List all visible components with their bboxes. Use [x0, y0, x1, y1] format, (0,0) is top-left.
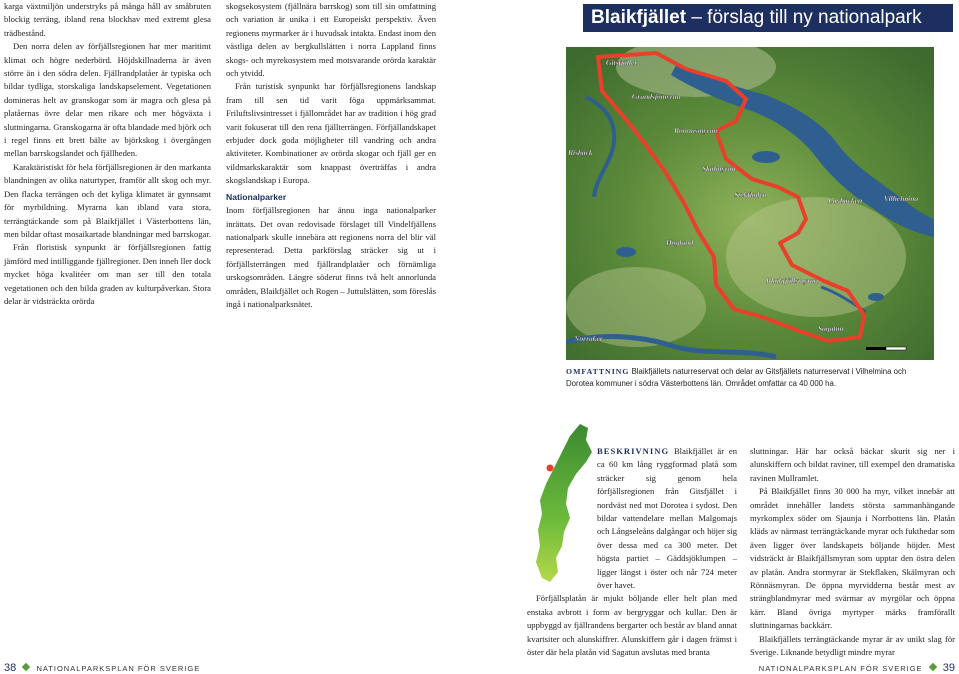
intro-text: Blaikfjället är en ca 60 km lång ryggformad platå som sträcker sig genom hela förfjällsregionen från Gitsfjället i nordväst ned mot Dorotea i sydost. Den bildar vattendelare mellan Malgomajs och Långseleåns dalgångar och höjer sig över dessa med ca 300 meter. Det högsta partiet – Gäddsjöklumpen – ligger längst i öster och når 724 meter över havet.: [597, 446, 737, 591]
paragraph: sluttningar. Här har också bäckar skurit sig ner i alunskiffern och bildat raviner, till exempel den dramatiska ravinen Mullramlet.: [750, 446, 955, 483]
page-number: 39: [942, 662, 955, 674]
map-label: Norråker: [574, 334, 603, 343]
scale-bar: [866, 347, 906, 350]
map-label: Grandsjömyran: [632, 92, 681, 101]
text-column-4: [750, 445, 955, 660]
section-heading: Nationalparker: [226, 191, 287, 202]
map-caption: [566, 366, 936, 390]
paragraph: Inom förfjällsregionen har ännu inga nationalparker inrättats. Det ovan redovisade förslaget till Vindelfjällens nationalpark skulle innebära att regionens norra del blir väl representerad. Detta parkförslag sträcker sig ut i förfjällsterrängen med fjällrandplatåer och förnämliga urskogsområden. Längre söderut finns två helt annorlunda områden, Blaikfjället och Rogen – Juttulslätten, som föreslås ingå i nationalparksnätet.: [226, 205, 436, 309]
map-label: Rönnäsmyran: [674, 126, 718, 135]
footer-title: NATIONALPARKSPLAN FÖR SVERIGE: [36, 664, 201, 673]
paragraph: karga växtmiljön understryks på många håll av småbruten blockig terräng, ibland rena blockhav med extremt glesa trädbestånd.: [4, 1, 211, 38]
footer-left: [4, 662, 200, 674]
paragraph: Den norra delen av förfjällsregionen har mer maritimt klimat och högre nederbörd. Höjdskillnaderna är även större än i den södra delen. Fjällrandplatåer är typiska och bildar tydliga, storskaliga landskapselement. Vegetationen domineras helt av granskogar som är magra och glesa på platåernas övre delar men rikare och mer högväxta i sluttningarna. Granskogarna är ofta blandade med björk och i regel finns ett brett bälte av björkskog i övergången mellan barrskogslandet och fjällheden.: [4, 41, 211, 159]
footer-title: NATIONALPARKSPLAN FÖR SVERIGE: [758, 664, 923, 673]
paragraph: skogsekosystem (fjällnära barrskog) som till sin omfattning och variation är unika i ett Europeiskt perspektiv. Även regionens myrmarker är i huvudsak intakta. Endast inom den västliga delen av bergkullslätten i norra Lappland finns skogs- och myrekosystem med motsvarande orörda karaktär och ytvidd.: [226, 1, 436, 79]
paragraph: Karaktäristiskt för hela förfjällsregionen är den markanta blandningen av olika naturtyper, framför allt skog och myr. Den flacka terrängen och det kyliga klimatet är gynnsamt för myrbildning. Myrarna kan ibland vara stora, terrängtäckande som på Blaikfjället i Västerbottens län, men bildar oftast mosaikartade blandningar med barrskogar.: [4, 161, 211, 239]
map-label: Vilhelmina: [884, 194, 919, 203]
text-column-3: [527, 445, 737, 660]
paragraph: Blaikfjällets terrängtäckande myrar är av unikt slag för Sverige. Liknande betydligt mindre myrar: [750, 633, 955, 658]
map-label: Laxbäcken: [828, 196, 863, 205]
title-bold: Blaikfjället: [591, 7, 687, 28]
map-label: Blaikfjällsmyran: [766, 276, 819, 285]
text-column-1: [4, 0, 211, 308]
page-number: 38: [4, 662, 17, 674]
page-title: [583, 4, 953, 32]
paragraph: [527, 445, 737, 592]
map-label: Gitsfjället: [606, 58, 637, 67]
paragraph: Från floristisk synpunkt är förfjällsregionen fattig jämförd med intilliggande fjällregioner. Den inneh ller dock mycket höga kvalitéer om man ser till den totala vegetationen och den bilda graden av kulturpåverkan. Stora delar är vidsträckta orörda: [4, 242, 211, 306]
footer-right: [759, 662, 955, 674]
beskrivning-lead: BESKRIVNING: [597, 446, 670, 456]
caption-text: Blaikfjällets naturreservat och delar av Gitsfjällets naturreservat i Vilhelmina och Dorotea kommuner i södra Västerbottens län. Området omfattar ca 40 000 ha.: [566, 367, 907, 388]
paragraph: Från turistisk synpunkt har förfjällsregionens landskap fram till sen tid varit föga uppmärksammat. Friluftslivsintresset i fjällområdet har av tradition i hög grad varit fokuserat till den rena fjällterrängen. Förfjällandskapet erbjuder dock goda möjligheter till vandring och andra aktiviteter. Kombinationer av orörda skogar och fjäll ger en vildmarkskaraktär som knappast överträffas i andra skogslandskap i Europa.: [226, 81, 436, 186]
diamond-icon: [22, 663, 30, 671]
paragraph: På Blaikfjället finns 30 000 ha myr, vilket innebär att området innehåller landets största sammanhängande myrkomplex söder om Sjaunja i Norrbottens län. Platån kläds av närmast terrängtäckande myrar och fukthedar som även ligger över landskapets böljande höjder. Mest vidsträckt är Blaikfjällsmyran som upptar den östra delen av platån. Andra stormyrar är Stekflaken, Skälmyran och Rönnäsmyran. De öppna myrvidderna består mest av strängblandmyrar med svärmar av myrgölar och öppna kärr. Bland övriga myrtyper märks framförallt sluttningarnas backkärr.: [750, 486, 955, 631]
text-column-2: [226, 0, 436, 311]
caption-lead: OMFATTNING: [566, 367, 630, 376]
paragraph: Förfjällsplatån är mjukt böljande eller helt plan med enstaka avbrott i form av bergryggar och kullar. Den är uppbyggd av fjällrandens bergarter och består av bland annat kvartsiter och alunskiffrer. Alunskiffern går i dagen främst i öster där hela platån vid Sagatun avslutas med branta: [527, 593, 737, 658]
park-map: [566, 47, 934, 360]
map-label: Sagatun: [818, 324, 844, 333]
map-label: Skälmyran: [702, 164, 736, 173]
map-graphic: [566, 47, 934, 360]
diamond-icon: [928, 663, 936, 671]
title-rest: – förslag till ny nationalpark: [691, 7, 922, 28]
map-label: Risbäck: [568, 148, 593, 157]
map-label: Högland: [666, 238, 694, 247]
map-label: Stekfladen: [734, 190, 767, 199]
